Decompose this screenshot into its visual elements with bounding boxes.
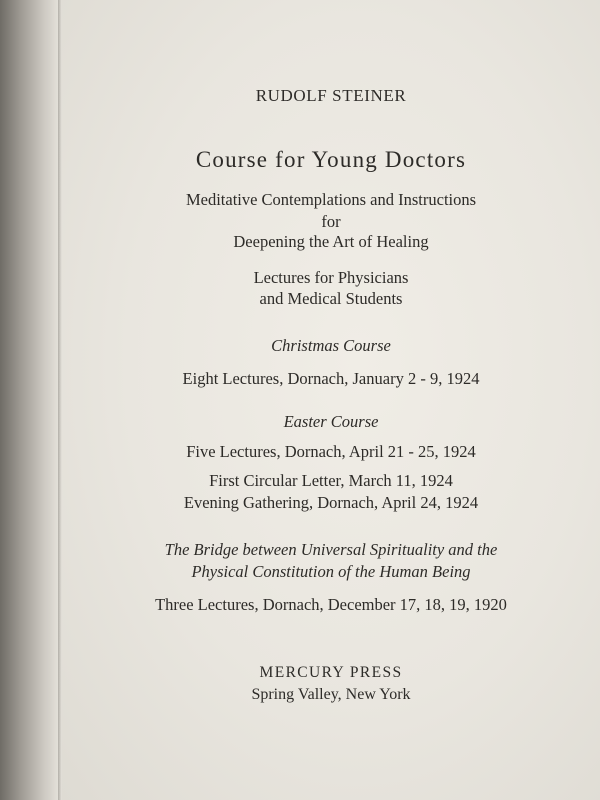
subtitle-line-3: Deepening the Art of Healing	[233, 232, 429, 251]
title-page-content	[62, 0, 600, 800]
book-title: Course for Young Doctors	[195, 147, 467, 172]
bridge-lectures: Three Lectures, Dornach, December 17, 18, 19, 1920	[155, 595, 507, 614]
easter-course-lectures: Five Lectures, Dornach, April 21 - 25, 1924	[186, 442, 476, 461]
evening-gathering-line: Evening Gathering, Dornach, April 24, 1924	[183, 493, 479, 512]
subtitle-line-1: Meditative Contemplations and Instructions	[185, 190, 477, 209]
christmas-course-heading: Christmas Course	[271, 336, 391, 355]
christmas-course-lectures: Eight Lectures, Dornach, January 2 - 9, 1924	[182, 369, 480, 388]
bridge-heading-line-2: Physical Constitution of the Human Being	[191, 562, 471, 581]
publisher-place: Spring Valley, New York	[251, 686, 411, 703]
audience-line-2: and Medical Students	[259, 289, 403, 308]
book-gutter-shadow	[0, 0, 60, 800]
title-page	[62, 0, 600, 800]
easter-course-heading: Easter Course	[283, 412, 379, 431]
bridge-heading-line-1: The Bridge between Universal Spirituality and the	[164, 540, 498, 559]
subtitle-line-2: for	[321, 212, 341, 231]
audience-line-1: Lectures for Physicians	[253, 268, 409, 287]
publisher-name: MERCURY PRESS	[259, 664, 403, 681]
author-name: RUDOLF STEINER	[255, 86, 407, 105]
circular-letter-line: First Circular Letter, March 11, 1924	[209, 471, 453, 490]
